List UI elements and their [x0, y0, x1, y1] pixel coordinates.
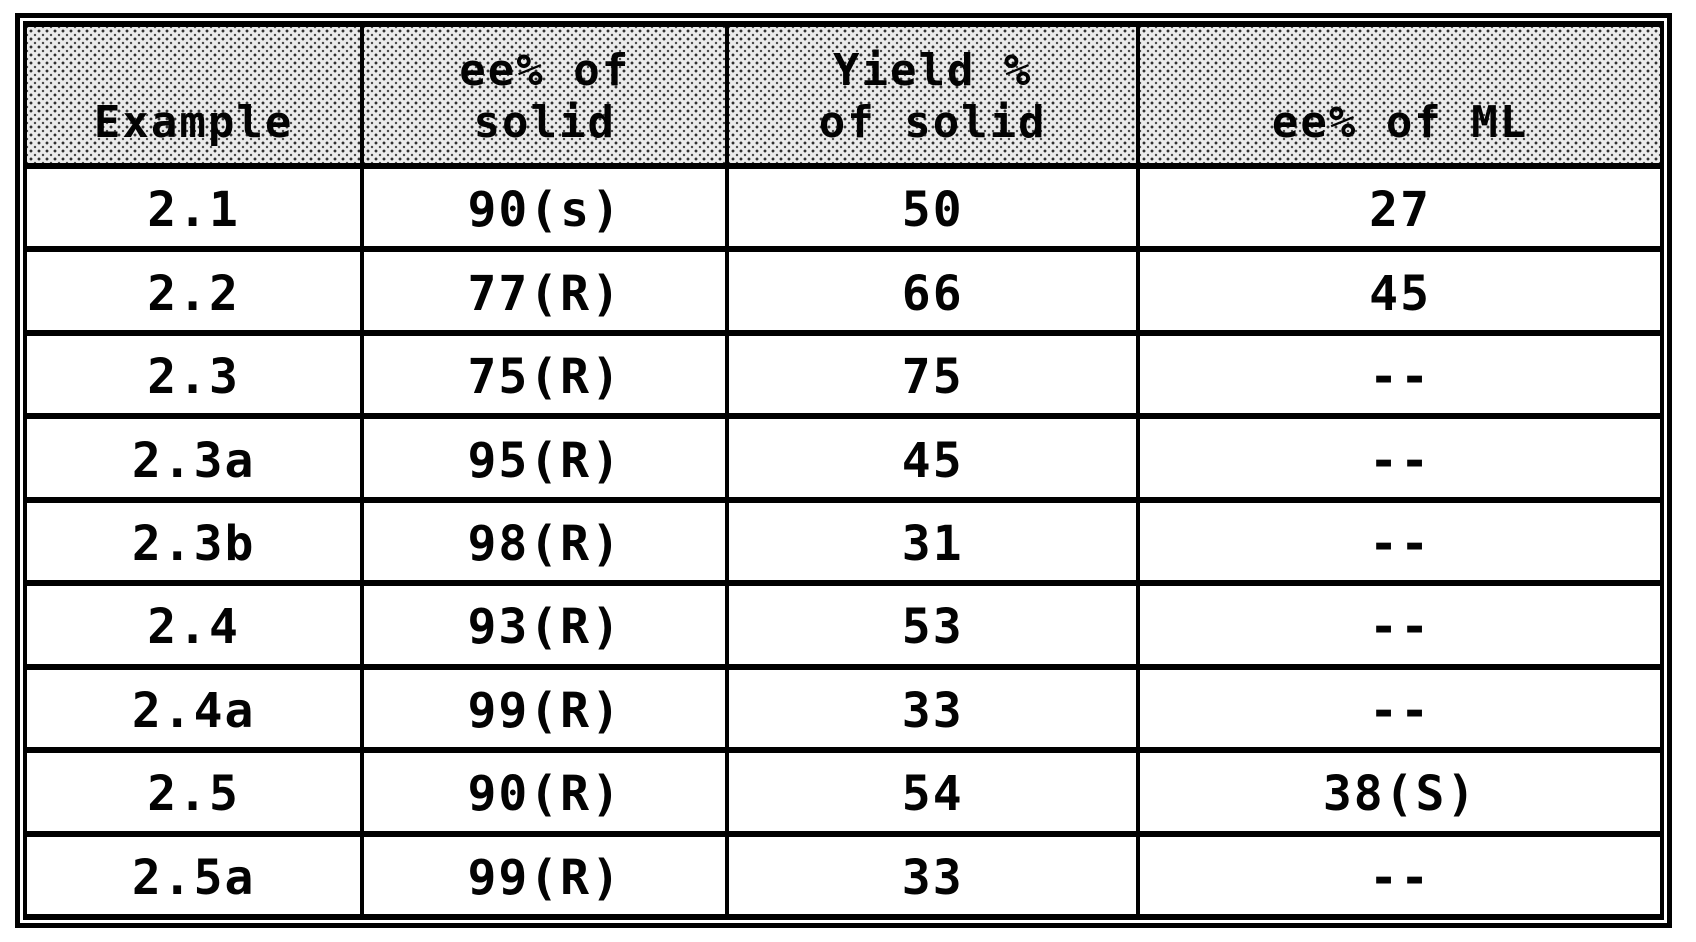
cell-ee-of-ml: --: [1138, 333, 1662, 416]
cell-example: 2.2: [25, 249, 362, 332]
table-row: [25, 166, 1662, 249]
cell-ee-of-solid: 98(R): [362, 500, 727, 583]
cell-ee-of-ml: --: [1138, 500, 1662, 583]
column-header-ee-of-ml: ee% of ML: [1138, 24, 1662, 166]
table-row: [25, 583, 1662, 666]
cell-ee-of-solid: 93(R): [362, 583, 727, 666]
cell-example: 2.1: [25, 166, 362, 249]
cell-example: 2.3b: [25, 500, 362, 583]
cell-ee-of-solid: 77(R): [362, 249, 727, 332]
cell-example: 2.5a: [25, 834, 362, 918]
cell-ee-of-solid: 99(R): [362, 834, 727, 918]
cell-example: 2.3a: [25, 416, 362, 499]
column-header-ee-of-solid: ee% of solid: [362, 24, 727, 166]
cell-yield-of-solid: 50: [727, 166, 1138, 249]
column-header-yield-of-solid: Yield % of solid: [727, 24, 1138, 166]
cell-ee-of-solid: 90(s): [362, 166, 727, 249]
cell-ee-of-ml: 27: [1138, 166, 1662, 249]
cell-ee-of-ml: --: [1138, 583, 1662, 666]
cell-yield-of-solid: 53: [727, 583, 1138, 666]
cell-example: 2.3: [25, 333, 362, 416]
cell-example: 2.5: [25, 750, 362, 833]
cell-ee-of-ml: --: [1138, 416, 1662, 499]
table-row: [25, 834, 1662, 918]
table-row: [25, 500, 1662, 583]
cell-ee-of-solid: 95(R): [362, 416, 727, 499]
cell-yield-of-solid: 33: [727, 834, 1138, 918]
cell-yield-of-solid: 75: [727, 333, 1138, 416]
cell-ee-of-ml: --: [1138, 834, 1662, 918]
cell-example: 2.4a: [25, 667, 362, 750]
column-header-example: Example: [25, 24, 362, 166]
cell-yield-of-solid: 54: [727, 750, 1138, 833]
cell-yield-of-solid: 33: [727, 667, 1138, 750]
cell-ee-of-solid: 75(R): [362, 333, 727, 416]
cell-example: 2.4: [25, 583, 362, 666]
cell-yield-of-solid: 66: [727, 249, 1138, 332]
table-row: [25, 750, 1662, 833]
cell-yield-of-solid: 45: [727, 416, 1138, 499]
results-table-frame: [15, 13, 1672, 928]
cell-ee-of-ml: 38(S): [1138, 750, 1662, 833]
cell-ee-of-ml: --: [1138, 667, 1662, 750]
cell-ee-of-ml: 45: [1138, 249, 1662, 332]
cell-yield-of-solid: 31: [727, 500, 1138, 583]
table-row: [25, 416, 1662, 499]
table-row: [25, 249, 1662, 332]
table-row: [25, 333, 1662, 416]
cell-ee-of-solid: 90(R): [362, 750, 727, 833]
table-row: [25, 667, 1662, 750]
results-table: [23, 21, 1664, 920]
header-row: [25, 24, 1662, 166]
cell-ee-of-solid: 99(R): [362, 667, 727, 750]
